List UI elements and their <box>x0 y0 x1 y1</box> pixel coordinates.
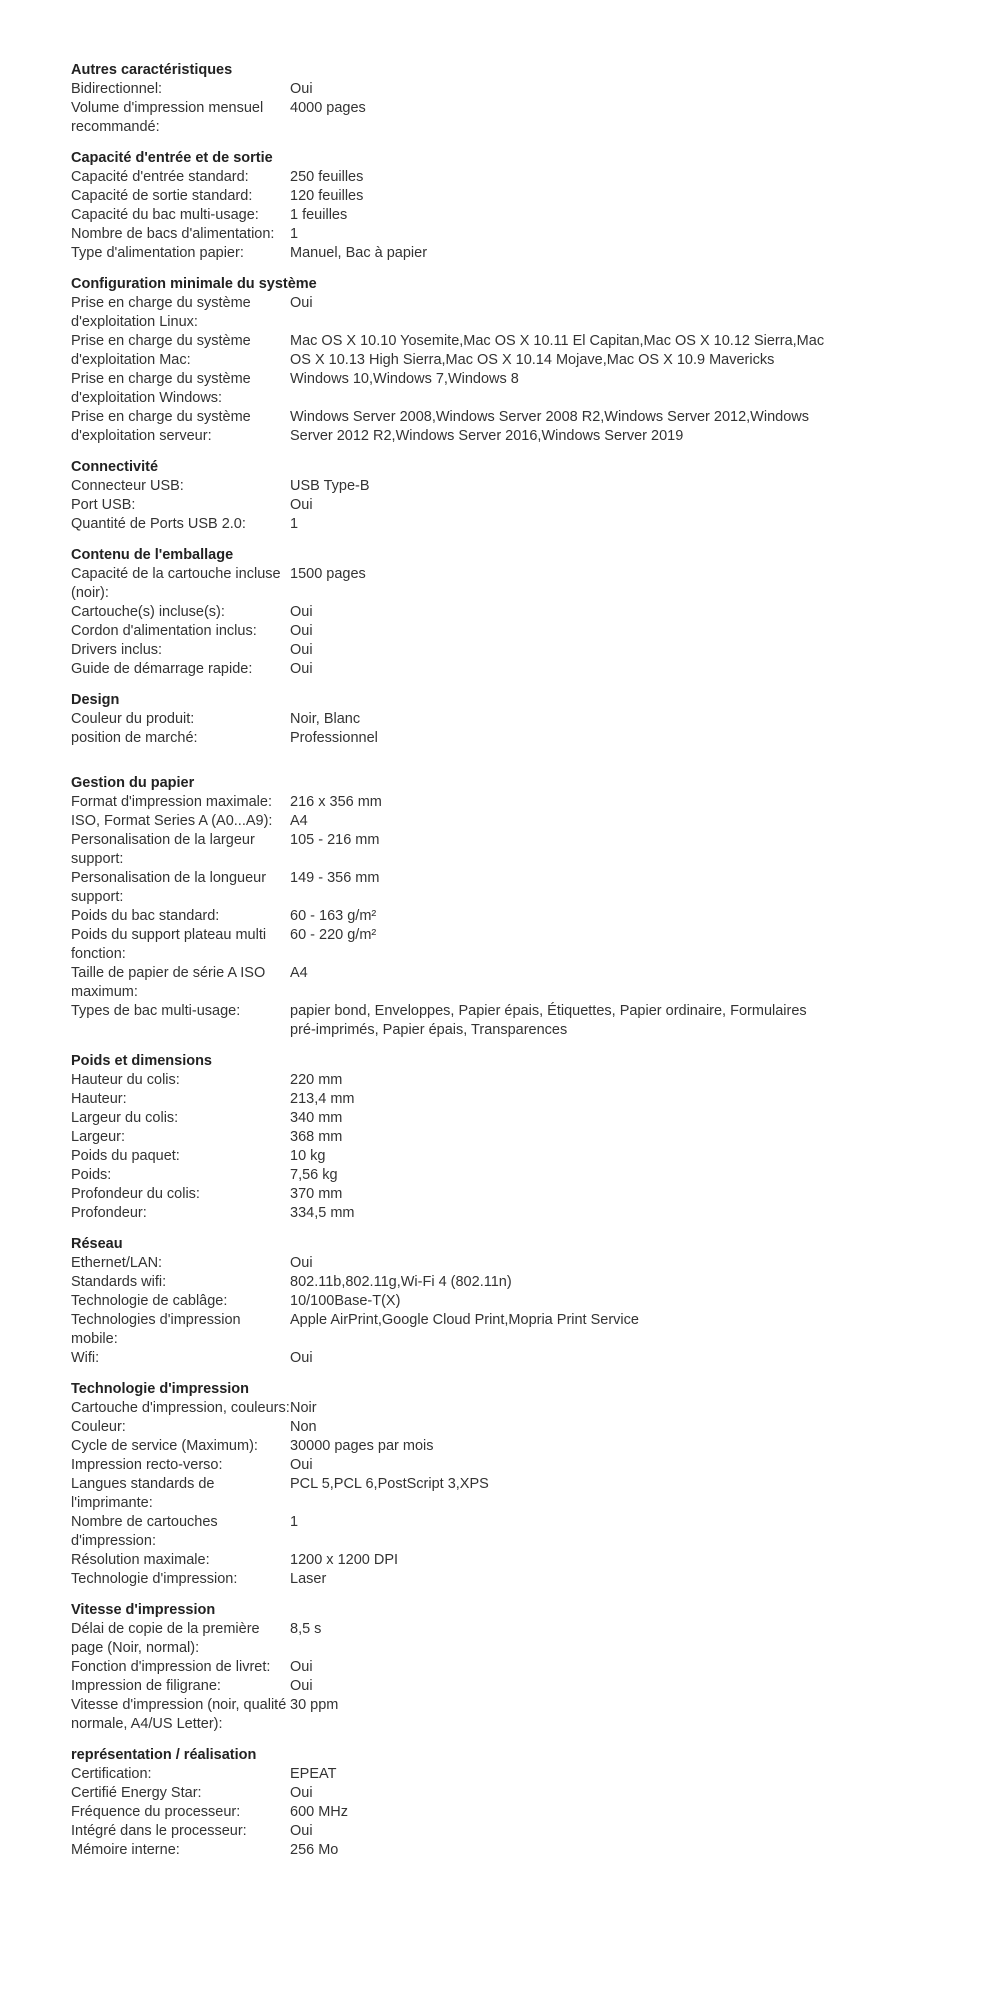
spec-row <box>71 1147 831 1166</box>
spec-label: Largeur: <box>71 1129 126 1145</box>
spec-label: Délai de copie de la première page (Noir, normal): <box>71 1621 260 1656</box>
spec-value: Professionnel <box>290 730 378 746</box>
spec-value: 1 <box>290 1514 299 1530</box>
spec-row <box>71 1475 831 1513</box>
spec-value: 220 mm <box>290 1072 343 1088</box>
spec-row <box>71 641 831 660</box>
spec-row <box>71 907 831 926</box>
section-title: Connectivité <box>71 459 159 475</box>
spec-row <box>71 964 831 1002</box>
section-title: Capacité d'entrée et de sortie <box>71 150 273 166</box>
spec-value: Oui <box>290 604 313 620</box>
spec-label: Poids: <box>71 1167 112 1183</box>
spec-label: Capacité d'entrée standard: <box>71 169 249 185</box>
spec-value: 216 x 356 mm <box>290 794 382 810</box>
spec-value: Non <box>290 1419 317 1435</box>
spec-label: Wifi: <box>71 1350 100 1366</box>
spec-row <box>71 1273 831 1292</box>
spec-row <box>71 1418 831 1437</box>
spec-value: Oui <box>290 1350 313 1366</box>
spec-value: 1200 x 1200 DPI <box>290 1552 399 1568</box>
spec-value: A4 <box>290 813 308 829</box>
spec-label: Hauteur: <box>71 1091 127 1107</box>
spec-row <box>71 99 831 137</box>
spec-value: 1 feuilles <box>290 207 348 223</box>
spec-label: Mémoire interne: <box>71 1842 180 1858</box>
spec-row <box>71 1109 831 1128</box>
spec-value: Windows 10,Windows 7,Windows 8 <box>290 371 519 387</box>
spec-section <box>71 275 831 446</box>
spec-value: 340 mm <box>290 1110 343 1126</box>
spec-row <box>71 831 831 869</box>
spec-row <box>71 1002 831 1040</box>
spec-value: EPEAT <box>290 1766 337 1782</box>
spec-value: papier bond, Enveloppes, Papier épais, Étiquettes, Papier ordinaire, Formulaires pré-imprimés, Papier épais, Transparences <box>290 1003 807 1038</box>
spec-row <box>71 812 831 831</box>
spec-value: USB Type-B <box>290 478 370 494</box>
spec-label: Largeur du colis: <box>71 1110 179 1126</box>
spec-row <box>71 926 831 964</box>
spec-label: Prise en charge du système d'exploitation Mac: <box>71 333 251 368</box>
spec-row <box>71 1677 831 1696</box>
spec-value: Oui <box>290 1823 313 1839</box>
spec-value: 7,56 kg <box>290 1167 338 1183</box>
spec-row <box>71 244 831 263</box>
spec-row <box>71 1254 831 1273</box>
spec-value: 30000 pages par mois <box>290 1438 434 1454</box>
spec-value: A4 <box>290 965 308 981</box>
spec-value: 30 ppm <box>290 1697 339 1713</box>
spec-row <box>71 1292 831 1311</box>
spec-value: 4000 pages <box>290 100 366 116</box>
spec-label: Personalisation de la longueur support: <box>71 870 267 905</box>
spec-value: 213,4 mm <box>290 1091 355 1107</box>
spec-row <box>71 1128 831 1147</box>
spec-section <box>71 1380 831 1589</box>
spec-row <box>71 869 831 907</box>
section-title: Design <box>71 692 120 708</box>
spec-row <box>71 1349 831 1368</box>
spec-value: Oui <box>290 642 313 658</box>
spec-value: Oui <box>290 81 313 97</box>
section-title: Poids et dimensions <box>71 1053 212 1069</box>
spec-label: Capacité de sortie standard: <box>71 188 253 204</box>
spec-label: Technologies d'impression mobile: <box>71 1312 241 1347</box>
spec-value: 60 - 163 g/m² <box>290 908 377 924</box>
spec-row <box>71 408 831 446</box>
spec-label: Nombre de bacs d'alimentation: <box>71 226 275 242</box>
spec-document <box>71 61 831 1872</box>
spec-label: Vitesse d'impression (noir, qualité normale, A4/US Letter): <box>71 1697 287 1732</box>
spec-row <box>71 1822 831 1841</box>
spec-value: Apple AirPrint,Google Cloud Print,Mopria Print Service <box>290 1312 639 1328</box>
spec-row <box>71 622 831 641</box>
spec-label: Drivers inclus: <box>71 642 163 658</box>
section-title: Autres caractéristiques <box>71 62 233 78</box>
spec-label: Personalisation de la largeur support: <box>71 832 255 867</box>
spec-value: 149 - 356 mm <box>290 870 380 886</box>
spec-label: Impression de filigrane: <box>71 1678 221 1694</box>
spec-row <box>71 1784 831 1803</box>
spec-section <box>71 546 831 679</box>
spec-label: Langues standards de l'imprimante: <box>71 1476 215 1511</box>
spec-label: Volume d'impression mensuel recommandé: <box>71 100 264 135</box>
spec-row <box>71 1551 831 1570</box>
spec-label: Profondeur: <box>71 1205 147 1221</box>
spec-section <box>71 458 831 534</box>
spec-row <box>71 1071 831 1090</box>
spec-row <box>71 1620 831 1658</box>
spec-section <box>71 1052 831 1223</box>
spec-value: Manuel, Bac à papier <box>290 245 428 261</box>
spec-label: Poids du bac standard: <box>71 908 220 924</box>
spec-value: 120 feuilles <box>290 188 364 204</box>
spec-section <box>71 1746 831 1860</box>
spec-row <box>71 603 831 622</box>
spec-label: Ethernet/LAN: <box>71 1255 163 1271</box>
spec-label: Certifié Energy Star: <box>71 1785 202 1801</box>
spec-value: 250 feuilles <box>290 169 364 185</box>
spec-label: Type d'alimentation papier: <box>71 245 244 261</box>
spec-value: Oui <box>290 1659 313 1675</box>
spec-value: Mac OS X 10.10 Yosemite,Mac OS X 10.11 El Capitan,Mac OS X 10.12 Sierra,Mac OS X 10.13 High Sierra,Mac OS X 10.14 Mojave,Mac OS X 10.9 Mavericks <box>290 333 825 368</box>
spec-value: 600 MHz <box>290 1804 349 1820</box>
spec-row <box>71 1437 831 1456</box>
section-title: Vitesse d'impression <box>71 1602 216 1618</box>
spec-row <box>71 1185 831 1204</box>
spec-label: Hauteur du colis: <box>71 1072 180 1088</box>
spec-row <box>71 187 831 206</box>
spec-label: Profondeur du colis: <box>71 1186 200 1202</box>
spec-value: 368 mm <box>290 1129 343 1145</box>
spec-row <box>71 477 831 496</box>
section-title: représentation / réalisation <box>71 1747 257 1763</box>
spec-value: 256 Mo <box>290 1842 339 1858</box>
spec-row <box>71 1090 831 1109</box>
spec-section <box>71 149 831 263</box>
spec-row <box>71 332 831 370</box>
section-title: Gestion du papier <box>71 775 195 791</box>
spec-label: ISO, Format Series A (A0...A9): <box>71 813 273 829</box>
spec-row <box>71 1658 831 1677</box>
section-title: Configuration minimale du système <box>71 276 317 292</box>
spec-label: Couleur du produit: <box>71 711 195 727</box>
spec-label: Prise en charge du système d'exploitation Windows: <box>71 371 251 406</box>
spec-row <box>71 1166 831 1185</box>
spec-row <box>71 1570 831 1589</box>
spec-label: Format d'impression maximale: <box>71 794 272 810</box>
spec-value: 334,5 mm <box>290 1205 355 1221</box>
spec-label: Cartouche(s) incluse(s): <box>71 604 225 620</box>
spec-row <box>71 80 831 99</box>
spec-value: Oui <box>290 1457 313 1473</box>
spec-value: Oui <box>290 661 313 677</box>
spec-section <box>71 1235 831 1368</box>
spec-row <box>71 1456 831 1475</box>
spec-section <box>71 691 831 748</box>
spec-value: Laser <box>290 1571 327 1587</box>
spec-row <box>71 1765 831 1784</box>
spec-label: Résolution maximale: <box>71 1552 210 1568</box>
spec-row <box>71 1399 831 1418</box>
spec-label: Nombre de cartouches d'impression: <box>71 1514 218 1549</box>
spec-value: Oui <box>290 623 313 639</box>
spec-value: Oui <box>290 1678 313 1694</box>
spec-label: Intégré dans le processeur: <box>71 1823 247 1839</box>
spec-row <box>71 515 831 534</box>
spec-row <box>71 793 831 812</box>
spec-label: Capacité du bac multi-usage: <box>71 207 259 223</box>
spec-row <box>71 729 831 748</box>
spec-row <box>71 496 831 515</box>
spec-label: Fonction d'impression de livret: <box>71 1659 271 1675</box>
spec-row <box>71 225 831 244</box>
spec-label: Cycle de service (Maximum): <box>71 1438 258 1454</box>
spec-section <box>71 61 831 137</box>
spec-label: Types de bac multi-usage: <box>71 1003 241 1019</box>
spec-label: Fréquence du processeur: <box>71 1804 241 1820</box>
spec-value: 1 <box>290 516 299 532</box>
spec-value: Noir, Blanc <box>290 711 361 727</box>
spec-value: 370 mm <box>290 1186 343 1202</box>
spec-label: Taille de papier de série A ISO maximum: <box>71 965 266 1000</box>
spec-label: Connecteur USB: <box>71 478 184 494</box>
spec-row <box>71 1513 831 1551</box>
spec-row <box>71 294 831 332</box>
spec-value: Oui <box>290 295 313 311</box>
spec-row <box>71 660 831 679</box>
spec-label: Poids du paquet: <box>71 1148 180 1164</box>
spec-value: Noir <box>290 1400 317 1416</box>
spec-row <box>71 1204 831 1223</box>
spec-value: 105 - 216 mm <box>290 832 380 848</box>
spec-value: 1500 pages <box>290 566 366 582</box>
spec-row <box>71 1311 831 1349</box>
spec-row <box>71 206 831 225</box>
spec-label: Technologie d'impression: <box>71 1571 238 1587</box>
spec-label: Quantité de Ports USB 2.0: <box>71 516 246 532</box>
spec-section <box>71 1601 831 1734</box>
spec-row <box>71 370 831 408</box>
spec-row <box>71 168 831 187</box>
spec-value: PCL 5,PCL 6,PostScript 3,XPS <box>290 1476 489 1492</box>
spec-label: Port USB: <box>71 497 136 513</box>
spec-label: position de marché: <box>71 730 198 746</box>
spec-value: 8,5 s <box>290 1621 322 1637</box>
spec-value: 10/100Base-T(X) <box>290 1293 401 1309</box>
spec-row <box>71 1696 831 1734</box>
spec-label: Prise en charge du système d'exploitation serveur: <box>71 409 251 444</box>
spec-row <box>71 710 831 729</box>
spec-label: Bidirectionnel: <box>71 81 163 97</box>
spec-label: Prise en charge du système d'exploitation Linux: <box>71 295 251 330</box>
section-title: Contenu de l'emballage <box>71 547 234 563</box>
spec-value: Oui <box>290 1255 313 1271</box>
section-title: Réseau <box>71 1236 123 1252</box>
spec-value: Oui <box>290 1785 313 1801</box>
spec-label: Capacité de la cartouche incluse (noir): <box>71 566 281 601</box>
spec-label: Poids du support plateau multi fonction: <box>71 927 267 962</box>
spec-section <box>71 774 831 1040</box>
spec-value: 10 kg <box>290 1148 326 1164</box>
spec-value: Oui <box>290 497 313 513</box>
spec-label: Guide de démarrage rapide: <box>71 661 253 677</box>
spec-value: 802.11b,802.11g,Wi-Fi 4 (802.11n) <box>290 1274 512 1290</box>
spec-label: Standards wifi: <box>71 1274 167 1290</box>
spec-value: Windows Server 2008,Windows Server 2008 R2,Windows Server 2012,Windows Server 2012 R2,Windows Server 2016,Windows Server 2019 <box>290 409 809 444</box>
spec-label: Certification: <box>71 1766 152 1782</box>
spec-value: 1 <box>290 226 299 242</box>
spec-row <box>71 1803 831 1822</box>
section-title: Technologie d'impression <box>71 1381 250 1397</box>
spec-label: Cartouche d'impression, couleurs: <box>71 1400 290 1416</box>
spec-label: Couleur: <box>71 1419 126 1435</box>
spec-row <box>71 1841 831 1860</box>
spec-label: Technologie de cablâge: <box>71 1293 228 1309</box>
spec-value: 60 - 220 g/m² <box>290 927 377 943</box>
spec-label: Cordon d'alimentation inclus: <box>71 623 257 639</box>
spec-row <box>71 565 831 603</box>
spec-label: Impression recto-verso: <box>71 1457 223 1473</box>
